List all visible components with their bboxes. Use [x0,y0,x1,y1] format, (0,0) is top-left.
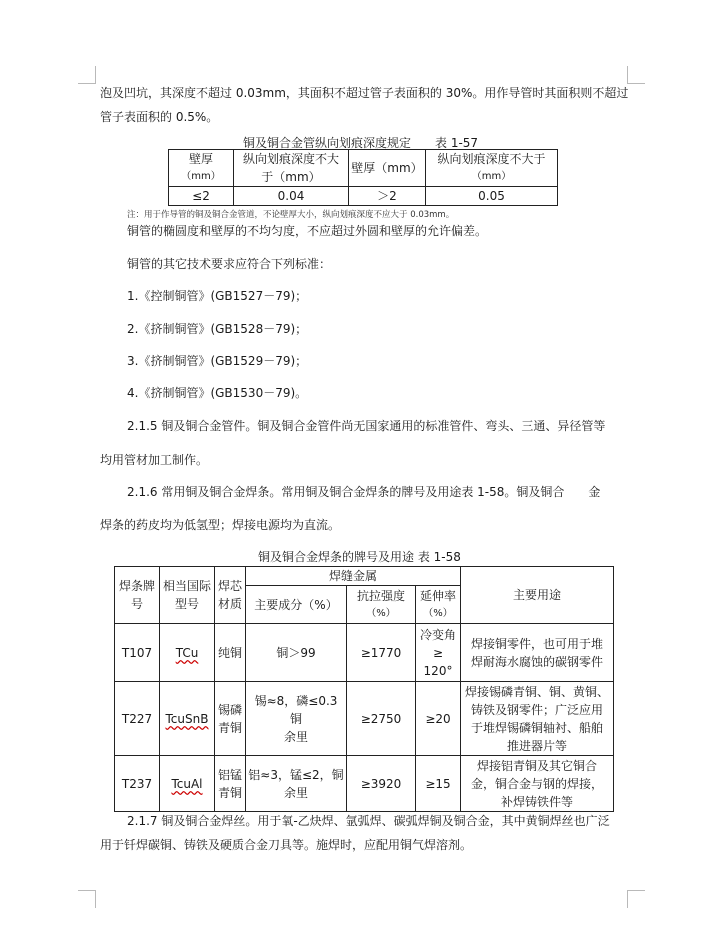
paragraph-line: 2.1.5 铜及铜合金管件。铜及铜合金管件尚无国家通用的标准管件、弯头、三通、异径管等 [127,419,606,433]
table-cell: ≤2 [169,187,234,206]
table-cell: ≥1770 [347,624,416,682]
table-row [115,624,614,682]
table-header-cell: 主要用途 [461,567,614,624]
table-57 [168,149,558,206]
table-58 [114,566,614,812]
table-cell: 铝锰 青铜 [215,756,246,812]
table-header-cell: 壁厚 （mm） [169,150,234,187]
table-header-cell: 主要成分（%） [246,586,347,624]
crop-mark [95,66,96,84]
table-cell: ≥2750 [347,682,416,756]
table-cell: 锡磷 青铜 [215,682,246,756]
table-cell: ≥20 [416,682,461,756]
standard-item: 4.《挤制铜管》(GB1530－79)。 [127,386,308,400]
table-cell: 焊接铝青铜及其它铜合 金，铜合金与钢的焊接， 补焊铸铁件等 [461,756,614,812]
table-57-caption: 铜及铜合金管纵向划痕深度规定 表 1-57 [243,136,479,150]
table-cell: 铜＞99 [246,624,347,682]
crop-mark [78,83,96,84]
table-cell: ≥15 [416,756,461,812]
table-cell: 焊接锡磷青铜、铜、黄铜、 铸铁及钢零件；广泛应用 于堆焊锡磷铜轴衬、船舶 推进器片等 [461,682,614,756]
table-header-cell: 焊芯 材质 [215,567,246,624]
table-cell: TCu [160,624,215,682]
table-cell: TcuSnB [160,682,215,756]
paragraph-line: 铜管的椭圆度和壁厚的不均匀度，不应超过外圆和壁厚的允许偏差。 [127,224,488,238]
table-row [115,756,614,812]
paragraph-line: 2.1.7 铜及铜合金焊丝。用于氧-乙炔焊、氩弧焊、碳弧焊铜及铜合金，其中黄铜焊丝也广泛 [127,814,610,828]
table-header-cell: 抗拉强度 （%） [347,586,416,624]
standard-item: 2.《挤制铜管》(GB1528－79)； [127,322,308,336]
paragraph-line: 管子表面积的 0.5%。 [100,110,219,124]
table-cell: 冷变角 ≥ 120° [416,624,461,682]
table-header-cell: 焊缝金属 [246,567,461,586]
table-cell: ＞2 [349,187,426,206]
table-note: 注：用于作导管的铜及铜合金管道，不论壁厚大小，纵向划痕深度不应大于 0.03mm。 [127,210,455,220]
paragraph-line: 2.1.6 常用铜及铜合金焊条。常用铜及铜合金焊条的牌号及用途表 1-58。铜及铜合 金 [127,485,601,499]
table-header-cell: 纵向划痕深度不大 于（mm） [234,150,349,187]
crop-mark [627,890,628,908]
table-cell: 0.04 [234,187,349,206]
crop-mark [78,890,96,891]
table-cell: 焊接铜零件，也可用于堆 焊耐海水腐蚀的碳钢零件 [461,624,614,682]
paragraph-line: 焊条的药皮均为低氢型；焊接电源均为直流。 [100,518,341,532]
standard-item: 3.《挤制铜管》(GB1529－79)； [127,354,308,368]
table-cell: 铝≈3，锰≤2，铜 余里 [246,756,347,812]
table-header-cell: 相当国际 型号 [160,567,215,624]
table-58-caption: 铜及铜合金焊条的牌号及用途 表 1-58 [258,550,461,564]
table-row [115,682,614,756]
table-cell: ≥3920 [347,756,416,812]
table-header-cell: 纵向划痕深度不大于 （mm） [426,150,558,187]
table-cell: 锡≈8，磷≤0.3 铜 余里 [246,682,347,756]
standard-item: 1.《控制铜管》(GB1527－79)； [127,289,308,303]
paragraph-line: 铜管的其它技术要求应符合下列标准： [127,257,332,271]
paragraph-line: 用于钎焊碳铜、铸铁及硬质合金刀具等。施焊时，应配用铜气焊溶剂。 [100,838,473,852]
crop-mark [95,890,96,908]
table-cell: 纯铜 [215,624,246,682]
table-header-cell: 焊条牌 号 [115,567,160,624]
table-cell: TcuAl [160,756,215,812]
table-cell: T237 [115,756,160,812]
table-header-cell: 延伸率 （%） [416,586,461,624]
table-cell: T107 [115,624,160,682]
table-cell: 0.05 [426,187,558,206]
crop-mark [627,66,628,84]
table-cell: T227 [115,682,160,756]
crop-mark [627,890,645,891]
table-header-cell: 壁厚（mm） [349,150,426,187]
paragraph-line: 泡及凹坑，其深度不超过 0.03mm，其面积不超过管子表面积的 30%。用作导管时其面积则不超过 [100,86,629,100]
paragraph-line: 均用管材加工制作。 [100,453,209,467]
